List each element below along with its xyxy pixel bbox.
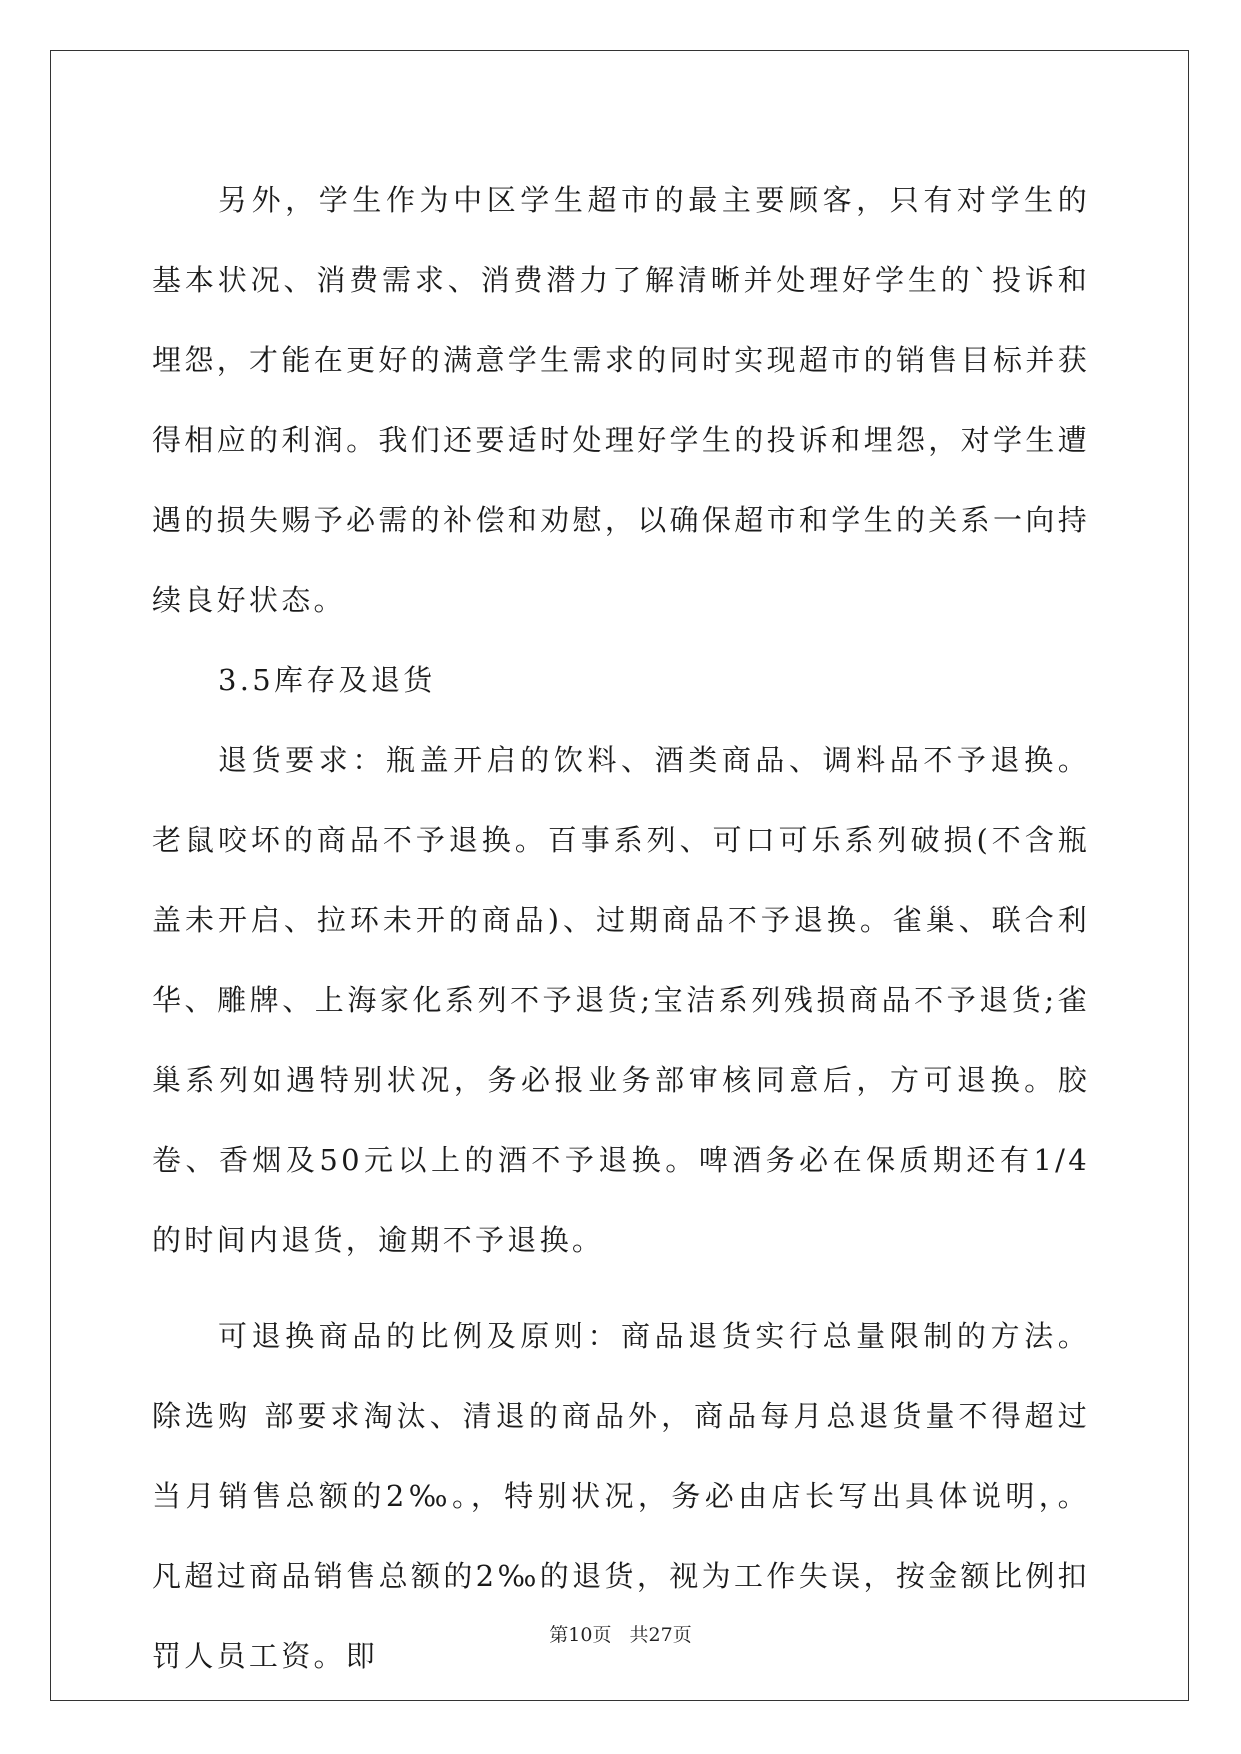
page-number: 第10页 bbox=[549, 1624, 612, 1646]
section-heading: 3.5库存及退货 bbox=[218, 663, 436, 697]
document-body bbox=[152, 160, 1090, 1696]
page-total: 共27页 bbox=[629, 1624, 692, 1646]
page-footer bbox=[0, 1620, 1241, 1647]
paragraph-customer-service: 另外，学生作为中区学生超市的最主要顾客，只有对学生的基本状况、消费需求、消费潜力了解清晰并处理好学生的`投诉和埋怨，才能在更好的满意学生需求的同时实现超市的销售目标并获得相应的利润。我们还要适时处理好学生的投诉和埋怨，对学生遭遇的损失赐予必需的补偿和劝慰，以确保超市和学生的关系一向持续良好状态。 bbox=[152, 183, 1090, 617]
paragraph-return-ratio: 可退换商品的比例及原则：商品退货实行总量限制的方法。除选购 部要求淘汰、清退的商品外，商品每月总退货量不得超过当月销售总额的2‰。，特别状况，务必由店长写出具体说明，。凡超过商品销售总额的2‰的退货，视为工作失误，按金额比例扣罚人员工资。即 bbox=[152, 1319, 1090, 1673]
paragraph-return-requirements: 退货要求：瓶盖开启的饮料、酒类商品、调料品不予退换。老鼠咬坏的商品不予退换。百事系列、可口可乐系列破损(不含瓶盖未开启、拉环未开的商品)、过期商品不予退换。雀巢、联合利华、雕牌、上海家化系列不予退货;宝洁系列残损商品不予退货;雀巢系列如遇特别状况，务必报业务部审核同意后，方可退换。胶卷、香烟及50元以上的酒不予退换。啤酒务必在保质期还有1/4的时间内退货，逾期不予退换。 bbox=[152, 743, 1090, 1257]
